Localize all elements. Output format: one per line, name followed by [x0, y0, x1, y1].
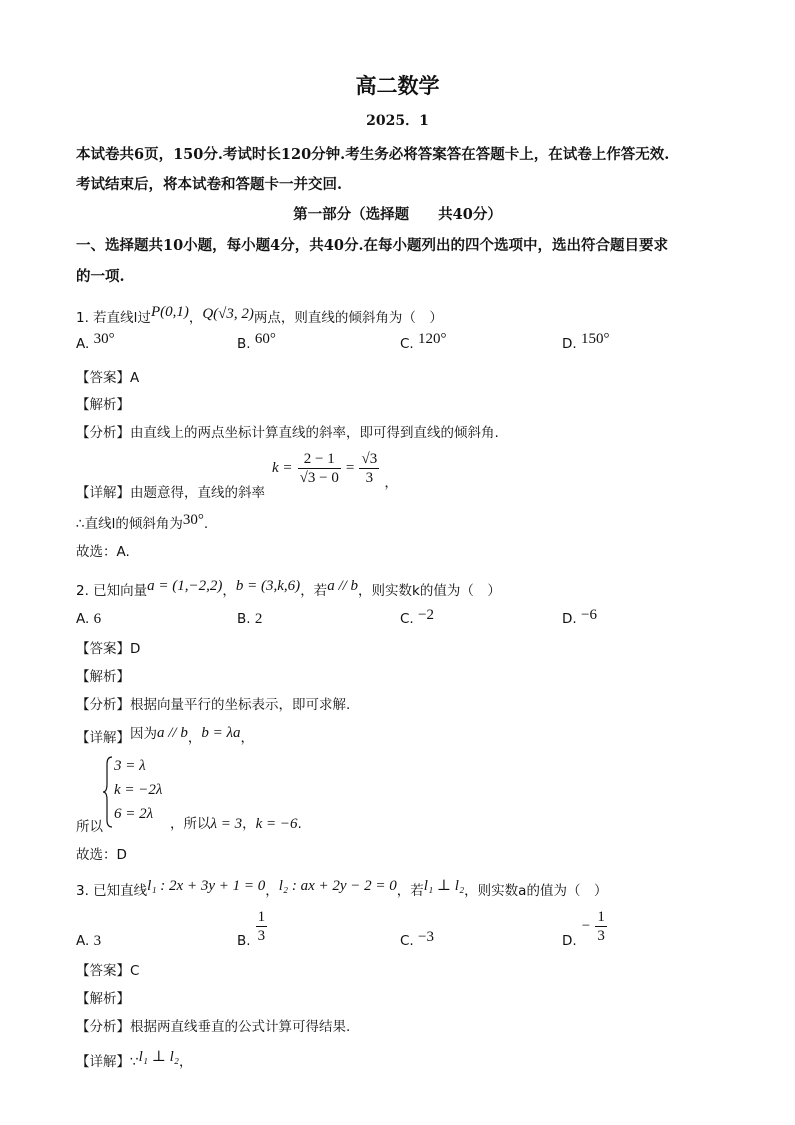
system-equation-2: k = −2λ	[114, 782, 163, 798]
q3-sep: ，	[265, 883, 279, 899]
q1-conclusion	[76, 512, 208, 533]
fraction-2-denominator: 3	[365, 470, 374, 486]
q2-choice: 故选：D	[76, 847, 127, 863]
q2-option-a	[76, 611, 101, 628]
question-3-stem	[76, 879, 607, 900]
option-label: D.	[562, 336, 577, 352]
k-value: k = −6	[255, 816, 298, 832]
instructions-line-2: 考试结束后，将本试卷和答题卡一并交回.	[76, 176, 343, 193]
q1-slope-formula	[272, 450, 398, 491]
detail-perpendicular: l₁ ⊥ l₂	[138, 1049, 179, 1065]
detail-comma: ，	[178, 1054, 193, 1070]
conclusion-value: 30°	[182, 512, 204, 528]
answer-tag: 【答案】	[76, 370, 130, 386]
comma: ，	[384, 474, 398, 491]
q3-option-d	[562, 908, 607, 949]
option-value: −6	[580, 607, 597, 623]
q1-option-b	[237, 331, 276, 353]
option-label: B.	[237, 336, 251, 352]
q1-stem-prefix: 1. 若直线l过	[76, 310, 151, 326]
fenxi-text: 由直线上的两点坐标计算直线的斜率，即可得到直线的倾斜角.	[130, 425, 499, 441]
option-value: 120°	[418, 331, 447, 347]
fraction-numerator: 1	[597, 909, 605, 925]
q1-point-q: Q(√3, 2)	[202, 306, 254, 322]
q2-stem-prefix: 2. 已知向量	[76, 583, 148, 599]
lambda-value: λ = 3	[210, 816, 243, 832]
q2-vector-b: b = (3,k,6)	[235, 578, 301, 594]
q2-option-b	[237, 611, 262, 628]
option-value: −3	[418, 929, 434, 945]
option-value: 2	[254, 611, 263, 627]
section-instructions-line-2: 的一项.	[76, 268, 125, 285]
q3-line-2: l₂ : ax + 2y − 2 = 0	[278, 878, 397, 894]
q1-option-a	[76, 331, 115, 353]
option-label: A.	[76, 611, 90, 627]
period: .	[203, 516, 209, 532]
fraction-2	[359, 450, 379, 487]
q1-option-c	[400, 331, 447, 353]
so-mid: ，所以	[170, 816, 211, 832]
q3-option-a	[76, 933, 101, 950]
fraction-1-numerator: 2 − 1	[298, 450, 341, 469]
detail-comma: ，	[240, 730, 254, 746]
q2-answer	[76, 637, 140, 657]
k-equals: k =	[272, 460, 293, 476]
option-value: 3	[93, 933, 102, 949]
detail-parallel: a // b	[157, 725, 188, 741]
q3-perpendicular: l₁ ⊥ l₂	[423, 878, 465, 894]
q1-sep: ，	[188, 310, 203, 326]
q1-option-d	[562, 331, 610, 353]
option-label: D.	[562, 932, 577, 949]
fraction-2-numerator: √3	[361, 451, 378, 467]
option-value: 150°	[580, 331, 610, 347]
option-label: A.	[76, 336, 90, 352]
instructions-line-1: 本试卷共6页，150分.考试时长120分钟.考生务必将答案答在答题卡上，在试卷上作答无效.	[76, 146, 670, 163]
answer-tag: 【答案】	[76, 963, 130, 979]
detail-relation: b = λa	[201, 725, 241, 741]
part-one-title: 第一部分（选择题 共40分）	[293, 206, 502, 223]
q3-stem-suffix: ，则实数a的值为（ ）	[464, 883, 608, 899]
option-value: 60°	[254, 331, 276, 347]
left-brace-icon	[102, 756, 114, 828]
fraction-numerator: 1	[257, 909, 266, 925]
fraction-1	[298, 450, 341, 487]
system-equation-1: 3 = λ	[114, 758, 146, 774]
q1-choice: 故选：A.	[76, 544, 130, 560]
system-brace	[102, 756, 114, 828]
fraction-1-denominator: √3 − 0	[299, 470, 339, 486]
option-sign: −	[581, 918, 591, 934]
q2-analysis-tag: 【解析】	[76, 669, 130, 685]
option-label: C.	[400, 611, 414, 627]
period: .	[297, 816, 302, 832]
fenxi-text: 根据两直线垂直的公式计算可得结果.	[130, 1019, 351, 1035]
answer-tag: 【答案】	[76, 641, 130, 657]
detail-prefix: 因为	[130, 726, 157, 742]
detail-tag: 【详解】	[76, 485, 130, 501]
system-equation-3: 6 = 2λ	[114, 806, 154, 822]
q3-stem-prefix: 3. 已知直线	[76, 883, 148, 899]
section-instructions-line-1: 一、选择题共10小题，每小题4分，共40分.在每小题列出的四个选项中，选出符合题目要求	[76, 237, 668, 254]
q1-answer	[76, 366, 139, 386]
conclusion-text: ∴直线l的倾斜角为	[76, 516, 183, 532]
q2-option-d	[562, 607, 597, 628]
fenxi-tag: 【分析】	[76, 425, 130, 441]
q2-solution	[170, 812, 302, 833]
option-value: 30°	[93, 331, 115, 347]
fraction-denominator: 3	[597, 928, 605, 944]
q3-answer	[76, 959, 139, 979]
question-1-stem	[76, 306, 443, 327]
fraction-denominator: 3	[257, 928, 266, 944]
detail-tag: 【详解】	[76, 1054, 130, 1070]
option-label: B.	[237, 932, 251, 949]
q2-so-prefix: 所以	[76, 819, 103, 835]
q1-analysis-tag: 【解析】	[76, 397, 130, 413]
q1-fenxi	[76, 421, 499, 441]
q3-line-1: l₁ : 2x + 3y + 1 = 0	[147, 878, 266, 894]
fenxi-tag: 【分析】	[76, 697, 130, 713]
q1-stem-suffix: 两点，则直线的倾斜角为（ ）	[253, 310, 443, 326]
option-label: A.	[76, 933, 90, 949]
q3-fenxi	[76, 1015, 350, 1035]
page-title: 高二数学	[355, 73, 440, 98]
q2-sep: ，	[222, 583, 236, 599]
q3-option-b	[237, 908, 267, 949]
option-value: 6	[93, 611, 102, 627]
question-2-stem	[76, 579, 501, 600]
equals-sign: =	[345, 460, 355, 476]
q3-option-c	[400, 929, 434, 950]
because-symbol: ∵	[130, 1054, 139, 1070]
answer-value: A	[130, 370, 140, 386]
q1-detail	[76, 481, 265, 501]
sep: ，	[242, 816, 256, 832]
option-label: D.	[562, 611, 577, 627]
q3-if: ，若	[396, 883, 424, 899]
q2-if: ，若	[300, 583, 328, 599]
q2-stem-suffix: ，则实数k的值为（ ）	[358, 583, 501, 599]
answer-value: C	[130, 963, 140, 979]
q2-fenxi	[76, 693, 350, 713]
fenxi-tag: 【分析】	[76, 1019, 130, 1035]
q2-detail	[76, 726, 254, 747]
detail-sep: ，	[187, 730, 202, 746]
option-fraction	[595, 908, 607, 945]
option-value: −2	[418, 607, 434, 623]
q3-analysis-tag: 【解析】	[76, 991, 130, 1007]
detail-text: 由题意得，直线的斜率	[130, 485, 265, 501]
option-label: B.	[237, 611, 251, 627]
fenxi-text: 根据向量平行的坐标表示，即可求解.	[130, 697, 351, 713]
q2-option-c	[400, 607, 434, 628]
detail-tag: 【详解】	[76, 730, 130, 746]
option-label: C.	[400, 336, 414, 352]
option-fraction	[256, 908, 268, 945]
q3-detail	[76, 1050, 192, 1071]
exam-date: 2025．1	[366, 113, 429, 129]
q2-parallel: a // b	[327, 578, 359, 594]
q1-point-p: P(0,1)	[150, 304, 189, 320]
answer-value: D	[130, 641, 141, 657]
option-label: C.	[400, 933, 414, 949]
q2-vector-a: a = (1,−2,2)	[147, 578, 223, 594]
